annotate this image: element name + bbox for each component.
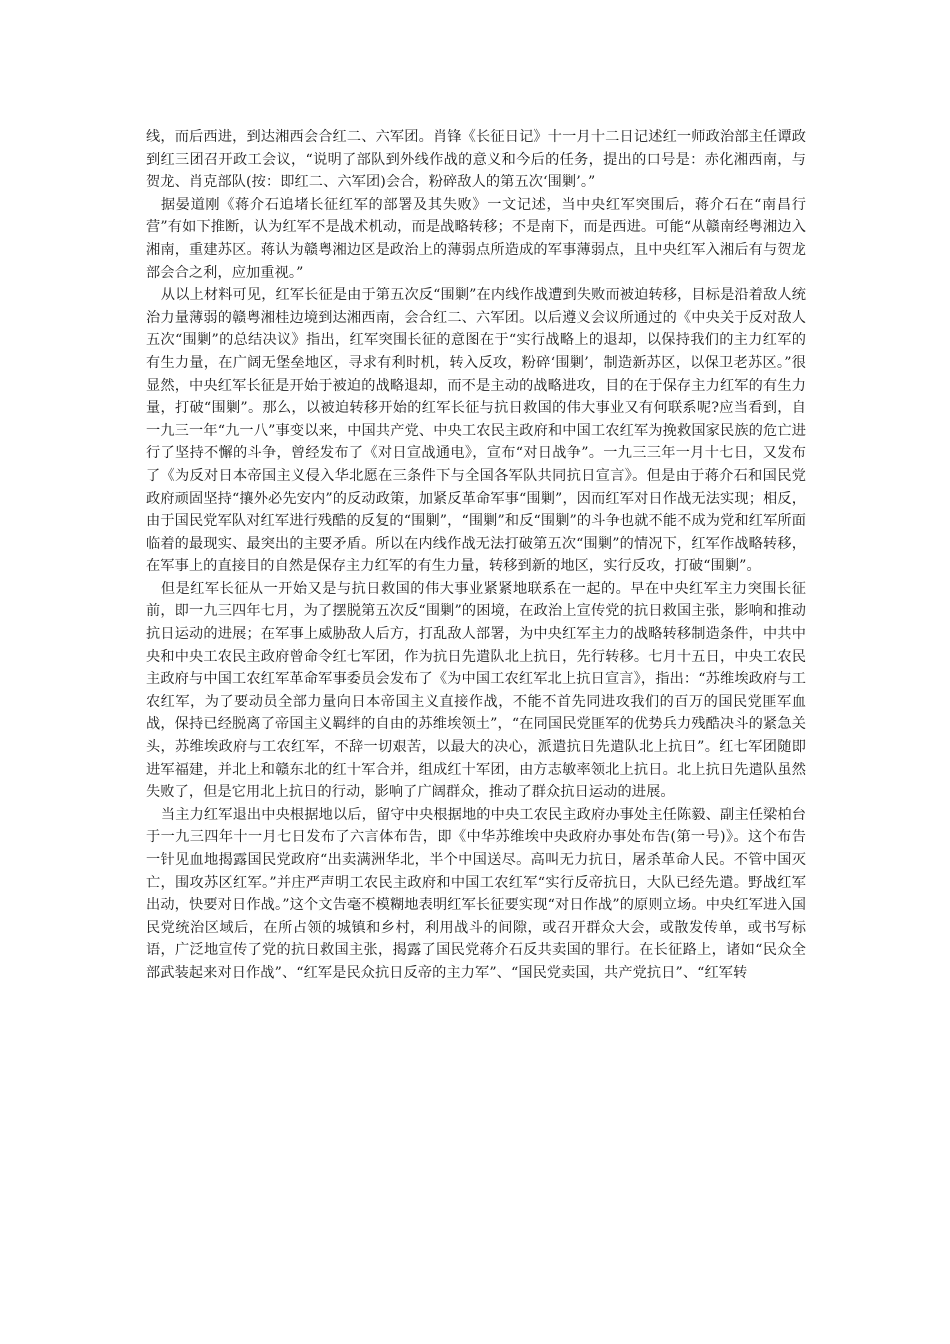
paragraph-continuation: 线，而后西进，到达湘西会合红二、六军团。肖锋《长征日记》十一月十二日记述红一师政治部主任谭政到红三团召开政工会议，“说明了部队到外线作战的意义和今后的任务，提出的口号是：赤化湘西南，与贺龙、肖克部队(按：即红二、六军团)会合，粉碎敌人的第五次‘围剿’。” <box>146 129 806 191</box>
paragraph-anti-japanese-vanguard: 但是红军长征从一开始又是与抗日救国的伟大事业紧紧地联系在一起的。早在中央红军主力突围长征前，即一九三四年七月，为了摆脱第五次反“围剿”的困境，在政治上宣传党的抗日救国主张，影响和推动抗日运动的进展；在军事上威胁敌人后方，打乱敌人部署，为中央红军主力的战略转移制造条件，中共中央和中央工农民主政府曾命令红七军团，作为抗日先遣队北上抗日，先行转移。七月十五日，中央工农民主政府与中国工农红军革命军事委员会发布了《为中国工农红军北上抗日宣言》，指出：“苏维埃政府与工农红军，为了要动员全部力量向日本帝国主义直接作战，不能不首先同进攻我们的百万的国民党匪军血战，保持已经脱离了帝国主义羁绊的自由的苏维埃领土”，“在同国民党匪军的优势兵力残酷决斗的紧急关头，苏维埃政府与工农红军，不辞一切艰苦，以最大的决心，派遣抗日先遣队北上抗日”。红七军团随即进军福建，并北上和赣东北的红十军合并，组成红十军团，由方志敏率领北上抗日。北上抗日先遣队虽然失败了，但是它用北上抗日的行动，影响了广阔群众，推动了群众抗日运动的进展。 <box>146 580 806 801</box>
paragraph-yan-daogang: 据晏道刚《蒋介石追堵长征红军的部署及其失败》一文记述，当中央红军突围后，蒋介石在“南昌行营”有如下推断，认为红军不是战术机动，而是战略转移；不是南下，而是西进。可能“从赣南经粤湘边入湘南，重建苏区。蒋认为赣粤湘边区是政治上的薄弱点所造成的军事薄弱点，且中央红军入湘后有与贺龙部会合之利，应加重视。” <box>146 196 806 281</box>
paragraph-strategic-retreat: 从以上材料可见，红军长征是由于第五次反“围剿”在内线作战遭到失败而被迫转移，目标是沿着敌人统治力量薄弱的赣粤湘桂边境到达湘西南，会合红二、六军团。以后遵义会议所通过的《中央关于反对敌人五次“围剿”的总结决议》指出，红军突围长征的意图在于“实行战略上的退却，以保持我们的主力红军的有生力量，在广阔无堡垒地区，寻求有利时机，转入反攻，粉碎‘围剿’，制造新苏区，以保卫老苏区。”很显然，中央红军长征是开始于被迫的战略退却，而不是主动的战略进攻，目的在于保存主力红军的有生力量，打破“围剿”。那么，以被迫转移开始的红军长征与抗日救国的伟大事业又有何联系呢?应当看到，自一九三一年“九一八”事变以来，中国共产党、中央工农民主政府和中国工农红军为挽救国家民族的危亡进行了坚持不懈的斗争，曾经发布了《对日宣战通电》，宣布“对日战争”。一九三三年一月十七日，又发布了《为反对日本帝国主义侵入华北愿在三条件下与全国各军队共同抗日宣言》。但是由于蒋介石和国民党政府顽固坚持“攘外必先安内”的反动政策，加紧反革命军事“围剿”，因而红军对日作战无法实现；相反，由于国民党军队对红军进行残酷的反复的“围剿”，“围剿”和反“围剿”的斗争也就不能不成为党和红军所面临着的最现实、最突出的主要矛盾。所以在内线作战无法打破第五次“围剿”的情况下，红军作战略转移，在军事上的直接目的自然是保存主力红军的有生力量，转移到新的地区，实行反攻，打破“围剿”。 <box>146 287 806 575</box>
paragraph-proclamation: 当主力红军退出中央根据地以后，留守中央根据地的中央工农民主政府办事处主任陈毅、副主任梁柏台于一九三四年十一月七日发布了六言体布告，即《中华苏维埃中央政府办事处布告(第一号)》。这个布告一针见血地揭露国民党政府“出卖满洲华北，半个中国送尽。高叫无力抗日，屠杀革命人民。不管中国灭亡，围攻苏区红军。”并庄严声明工农民主政府和中国工农红军“实行反帝抗日，大队已经先遣。野战红军出动，快要对日作战。”这个文告毫不模糊地表明红军长征要实现“对日作战”的原则立场。中央红军进入国民党统治区域后，在所占领的城镇和乡村，利用战斗的间隙，或召开群众大会，或散发传单，或书写标语，广泛地宣传了党的抗日救国主张，揭露了国民党蒋介石反共卖国的罪行。在长征路上，诸如“民众全部武装起来对日作战”、“红军是民众抗日反帝的主力军”、“国民党卖国，共产党抗日”、“红军转 <box>146 806 806 981</box>
document-body <box>146 126 806 985</box>
